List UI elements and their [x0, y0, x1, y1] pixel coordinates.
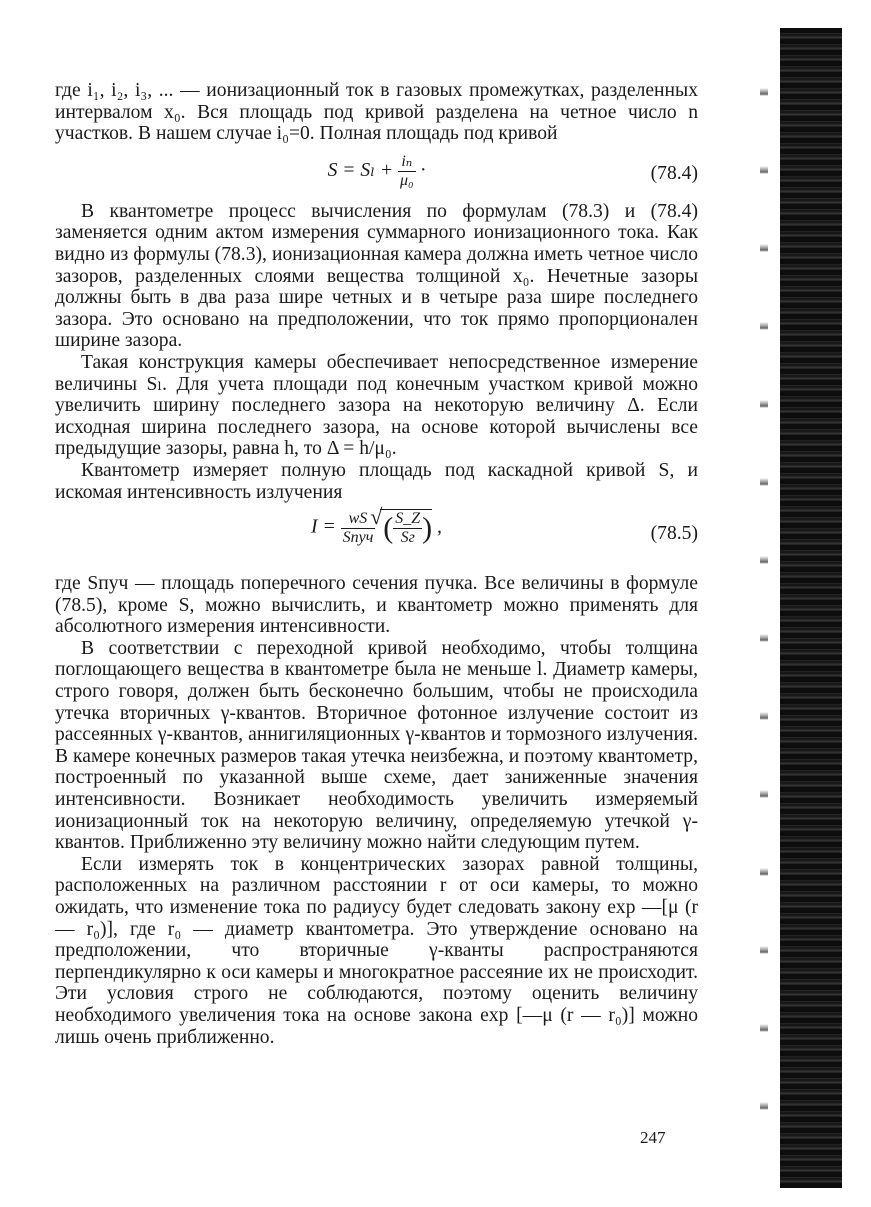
formula-78-5-inner-denominator: Sг [400, 529, 415, 547]
formula-78-4-denominator: μ₀ [400, 171, 414, 189]
paragraph-6: В соответствии с переходной кривой необходимо, чтобы толщина поглощающего вещества в квантометре была не меньше l. Диаметр камеры, строго говоря, должен быть бесконечно большим, чтобы не происходила утечка вторичных γ-квантов. Вторичное фотонное излучение состоит из рассеянных γ-квантов, аннигиляционных γ-квантов и тормозного излучения. В камере конечных размеров такая утечка неизбежна, и поэтому квантометр, построенный по указанной выше схеме, дает заниженные значения интенсивности. Возникает необходимость увеличить измеряемый ионизационный ток на некоторую величину, определяемую утечкой γ-квантов. Приближенно эту величину можно найти следующим путем. [55, 637, 698, 854]
formula-78-5-denominator: Sпуч [342, 528, 374, 546]
page-number: 247 [640, 1128, 666, 1147]
formula-78-5-root [380, 509, 432, 547]
formula-78-4-tail: · [420, 159, 426, 181]
paragraph-4: Квантометр измеряет полную площадь под каскадной кривой S, и искомая интенсивность излучения [55, 459, 698, 503]
page-body [55, 80, 698, 1048]
formula-78-4 [55, 153, 698, 195]
formula-78-5-expression [55, 509, 698, 547]
equation-number-78-4: (78.4) [650, 162, 698, 184]
formula-78-4-numerator: iₙ [398, 153, 416, 172]
paragraph-3: Такая конструкция камеры обеспечивает непосредственное измерение величины Sₗ. Для учета площади под конечным участком кривой можно увеличить ширину последнего зазора на некоторую величину Δ. Если исходная ширина последнего зазора, на основе которой вычислены все предыдущие зазоры, равна h, то Δ = h/μ₀. [55, 351, 698, 460]
binding-shadow-light [760, 40, 768, 1180]
paragraph-5: где Sпуч — площадь поперечного сечения пучка. Все величины в формуле (78.5), кроме S, можно вычислить, и квантометр можно применять для абсолютного измерения интенсивности. [55, 573, 698, 638]
formula-78-4-lhs: S = Sₗ + [327, 159, 394, 181]
paragraph-7: Если измерять ток в концентрических зазорах равной толщины, расположенных на различном расстоянии r от оси камеры, то можно ожидать, что изменение тока по радиусу будет следовать закону exp —[μ (r — r₀)], где r₀ — диаметр квантометра. Это утверждение основано на предположении, что вторичные γ-кванты распространяются перпендикулярно к оси камеры и многократное рассеяние их не происходит. Эти условия строго не соблюдаются, поэтому оценить величину необходимого увеличения тока на основе закона exp [—μ (r — r₀)] можно лишь очень приближенно. [55, 853, 698, 1048]
formula-78-5-inner-fraction [393, 510, 422, 547]
paragraph-2: В квантометре процесс вычисления по формулам (78.3) и (78.4) заменяется одним актом измерения суммарного ионизационного тока. Как видно из формулы (78.3), ионизационная камера должна иметь четное число зазоров, разделенных слоями вещества толщиной x₀. Нечетные зазоры должны быть в два раза шире четных и в четыре раза шире последнего зазора. Это основано на предположении, что ток прямо пропорционален ширине зазора. [55, 200, 698, 352]
paragraph-1: где i₁, i₂, i₃, ... — ионизационный ток в газовых промежутках, разделенных интервалом x₀. Вся площадь под кривой разделена на четное число n участков. В нашем случае i₀=0. Полная площадь под кривой [55, 80, 698, 145]
equation-number-78-5: (78.5) [650, 523, 698, 545]
formula-78-5-paren-close: ) [422, 511, 433, 545]
formula-78-4-fraction [398, 153, 416, 190]
binding-edge [780, 28, 842, 1188]
formula-78-5-paren-open: ( [383, 511, 394, 545]
formula-78-5-inner-numerator: S_Z [395, 510, 421, 528]
formula-78-5-numerator: wS [341, 510, 376, 529]
formula-78-5 [55, 509, 698, 565]
formula-78-4-expression [55, 153, 698, 190]
formula-78-5-lhs: I = [311, 516, 336, 538]
formula-78-5-tail: , [437, 516, 442, 538]
